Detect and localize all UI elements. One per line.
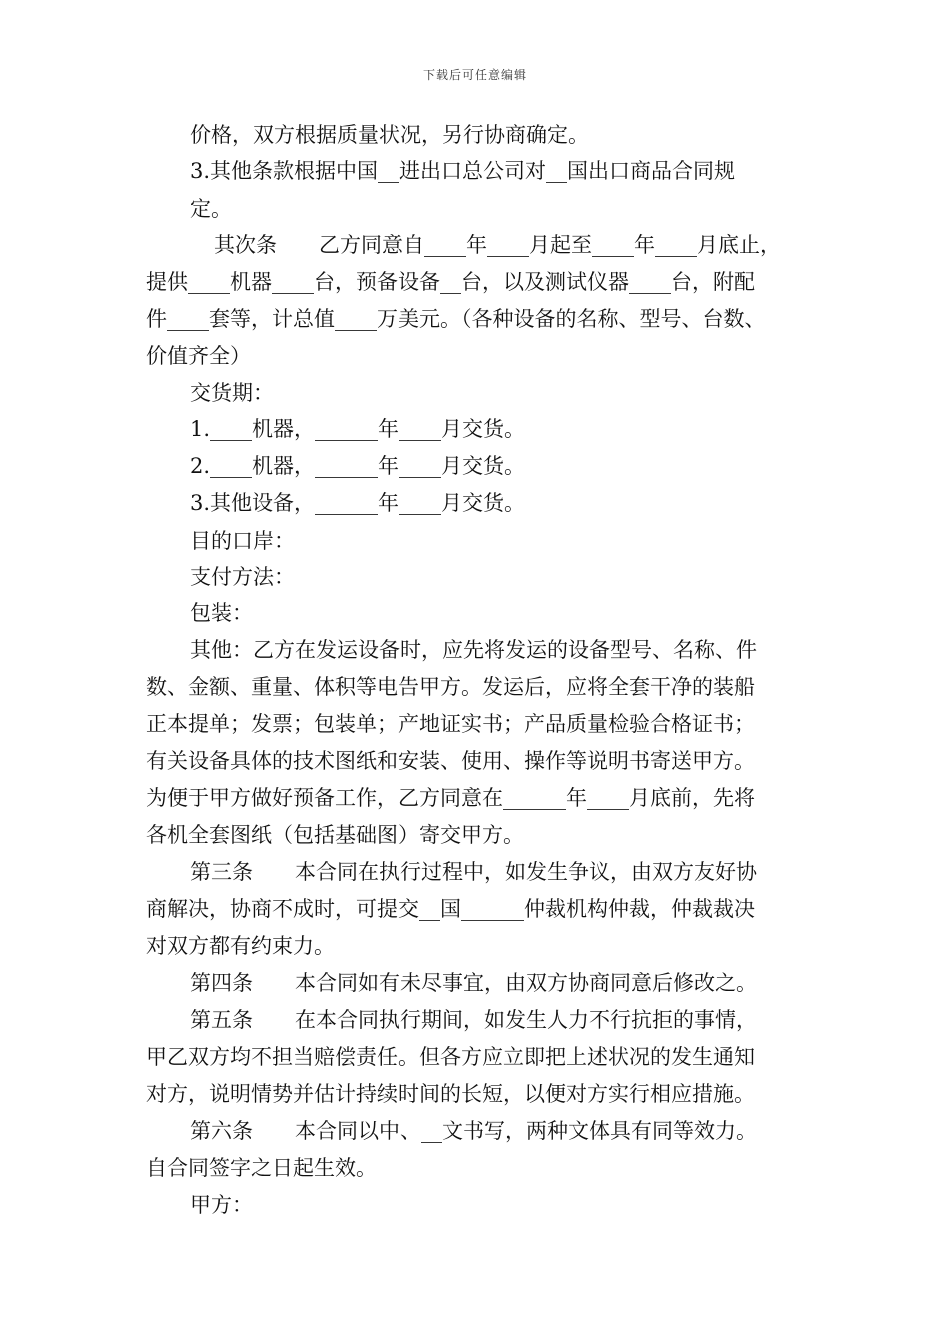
destination-port-label: 目的口岸： [190,529,295,553]
document-line: 数、金额、重量、体积等电告甲方。发运后，应将全套干净的装船 [146,675,755,699]
document-line: 提供____机器____台，预备设备__台，以及测试仪器____台，附配 [146,270,755,294]
delivery-item-1: 1.____机器，______年____月交货。 [190,417,526,441]
article-5-heading-line: 第五条 在本合同执行期间，如发生人力不行抗拒的事情， [190,1008,757,1032]
delivery-period-label: 交货期： [190,381,274,405]
document-line: 定。 [190,197,232,221]
document-line: 有关设备具体的技术图纸和安装、使用、操作等说明书寄送甲方。 [146,749,755,773]
party-a-signature-label: 甲方： [190,1193,253,1217]
document-line: 自合同签字之日起生效。 [146,1156,377,1180]
delivery-item-3: 3.其他设备，______年____月交货。 [190,491,526,515]
document-line: 甲乙双方均不担当赔偿责任。但各方应立即把上述状况的发生通知 [146,1045,755,1069]
payment-method-label: 支付方法： [190,565,295,589]
document-line: 为便于甲方做好预备工作，乙方同意在______年____月底前，先将 [146,786,755,810]
document-line: 商解决，协商不成时，可提交__国______仲裁机构仲裁，仲裁裁决 [146,897,755,921]
packaging-label: 包装： [190,601,253,625]
document-line: 价格，双方根据质量状况，另行协商确定。 [190,123,589,147]
article-2-heading-line: 其次条 乙方同意自____年____月起至____年____月底止， [214,233,781,257]
document-line: 对方，说明情势并估计持续时间的长短，以便对方实行相应措施。 [146,1082,755,1106]
document-line: 正本提单；发票；包装单；产地证实书；产品质量检验合格证书； [146,712,755,736]
document-line: 价值齐全） [146,344,251,368]
page-header-note: 下载后可任意编辑 [422,68,527,82]
article-4-heading-line: 第四条 本合同如有未尽事宜，由双方协商同意后修改之。 [190,971,757,995]
other-terms-line: 其他：乙方在发运设备时，应先将发运的设备型号、名称、件 [190,638,757,662]
document-line: 各机全套图纸（包括基础图）寄交甲方。 [146,823,524,847]
document-line: 对双方都有约束力。 [146,934,335,958]
document-line: 件____套等，计总值____万美元。（各种设备的名称、型号、台数、 [146,307,766,331]
document-line: 3.其他条款根据中国__进出口总公司对__国出口商品合同规 [190,159,736,183]
article-3-heading-line: 第三条 本合同在执行过程中，如发生争议，由双方友好协 [190,860,757,884]
article-6-heading-line: 第六条 本合同以中、__文书写，两种文体具有同等效力。 [190,1119,757,1143]
delivery-item-2: 2.____机器，______年____月交货。 [190,454,526,478]
